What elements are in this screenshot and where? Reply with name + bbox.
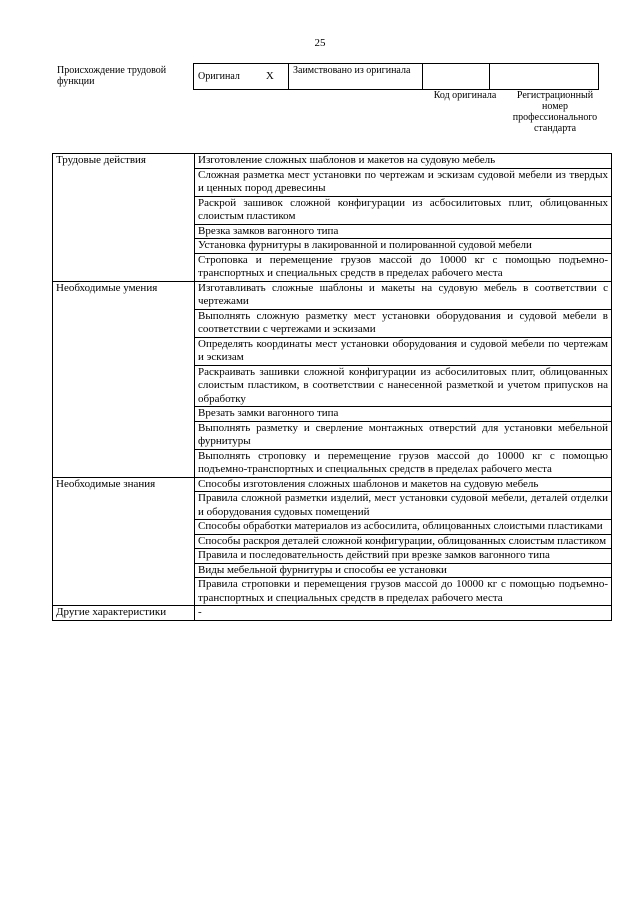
section-item: Способы раскроя деталей сложной конфигурации, облицованных слоистым пластиком (195, 534, 612, 549)
section-item: Изготовление сложных шаблонов и макетов на судовую мебель (195, 154, 612, 169)
table-row (53, 606, 612, 621)
section-item: Правила строповки и перемещения грузов массой до 10000 кг с помощью подъемно-транспортных и специальных средств в пределах рабочего места (195, 578, 612, 606)
section-item: Врезка замков вагонного типа (195, 224, 612, 239)
section-item: Способы изготовления сложных шаблонов и макетов на судовую мебель (195, 477, 612, 492)
page-number: 25 (314, 37, 326, 49)
section-item: Изготавливать сложные шаблоны и макеты на судовую мебель в соответствии с чертежами (195, 281, 612, 309)
section-title: Необходимые знания (53, 477, 195, 606)
section-item: Способы обработки материалов из асбосилита, облицованных слоистыми пластиками (195, 520, 612, 535)
table-row (53, 477, 612, 492)
section-item: Определять координаты мест установки оборудования и судовой мебели по чертежам и эскизам (195, 337, 612, 365)
reg-number-cell (490, 64, 599, 90)
section-item: Установка фурнитуры в лакированной и полированной судовой мебели (195, 239, 612, 254)
reg-caption: Регистрационный номер профессионального стандарта (512, 90, 598, 134)
section-item: Сложная разметка мест установки по чертежам и эскизам судовой мебели из твердых и ценных пород древесины (195, 168, 612, 196)
section-item: Правила и последовательность действий при врезке замков вагонного типа (195, 549, 612, 564)
borrowed-cell: Заимствовано из оригинала (289, 64, 423, 90)
section-item: Выполнять сложную разметку мест установки оборудования и судовой мебели в соответствии с чертежами и эскизами (195, 309, 612, 337)
origin-table (193, 63, 599, 90)
section-title: Необходимые умения (53, 281, 195, 477)
section-item: Правила сложной разметки изделий, мест установки судовой мебели, деталей отделки и оборудования судовых помещений (195, 492, 612, 520)
table-row (53, 154, 612, 169)
section-item: Раскраивать зашивки сложной конфигурации из асбосилитовых плит, облицованных слоистым пластиком, в соответствии с нанесенной разметкой и учетом припусков на обработку (195, 365, 612, 407)
code-cell (423, 64, 490, 90)
section-item: Выполнять разметку и сверление монтажных отверстий для установки мебельной фурнитуры (195, 421, 612, 449)
section-title: Другие характеристики (53, 606, 195, 621)
section-item: - (195, 606, 612, 621)
original-label: Оригинал (198, 71, 240, 82)
section-item: Выполнять строповку и перемещение грузов массой до 10000 кг с помощью подъемно-транспортных и специальных средств в пределах рабочего места (195, 449, 612, 477)
section-item: Раскрой зашивок сложной конфигурации из асбосилитовых плит, облицованных слоистым пластиком (195, 196, 612, 224)
code-caption: Код оригинала (433, 90, 497, 101)
section-item: Строповка и перемещение грузов массой до 10000 кг с помощью подъемно-транспортных и специальных средств в пределах рабочего места (195, 253, 612, 281)
original-cell (194, 64, 289, 90)
table-row (53, 281, 612, 309)
section-item: Виды мебельной фурнитуры и способы ее установки (195, 563, 612, 578)
function-table (52, 153, 612, 621)
section-item: Врезать замки вагонного типа (195, 407, 612, 422)
section-title: Трудовые действия (53, 154, 195, 282)
origin-label: Происхождение трудовой функции (57, 65, 167, 87)
original-mark: X (265, 70, 274, 82)
